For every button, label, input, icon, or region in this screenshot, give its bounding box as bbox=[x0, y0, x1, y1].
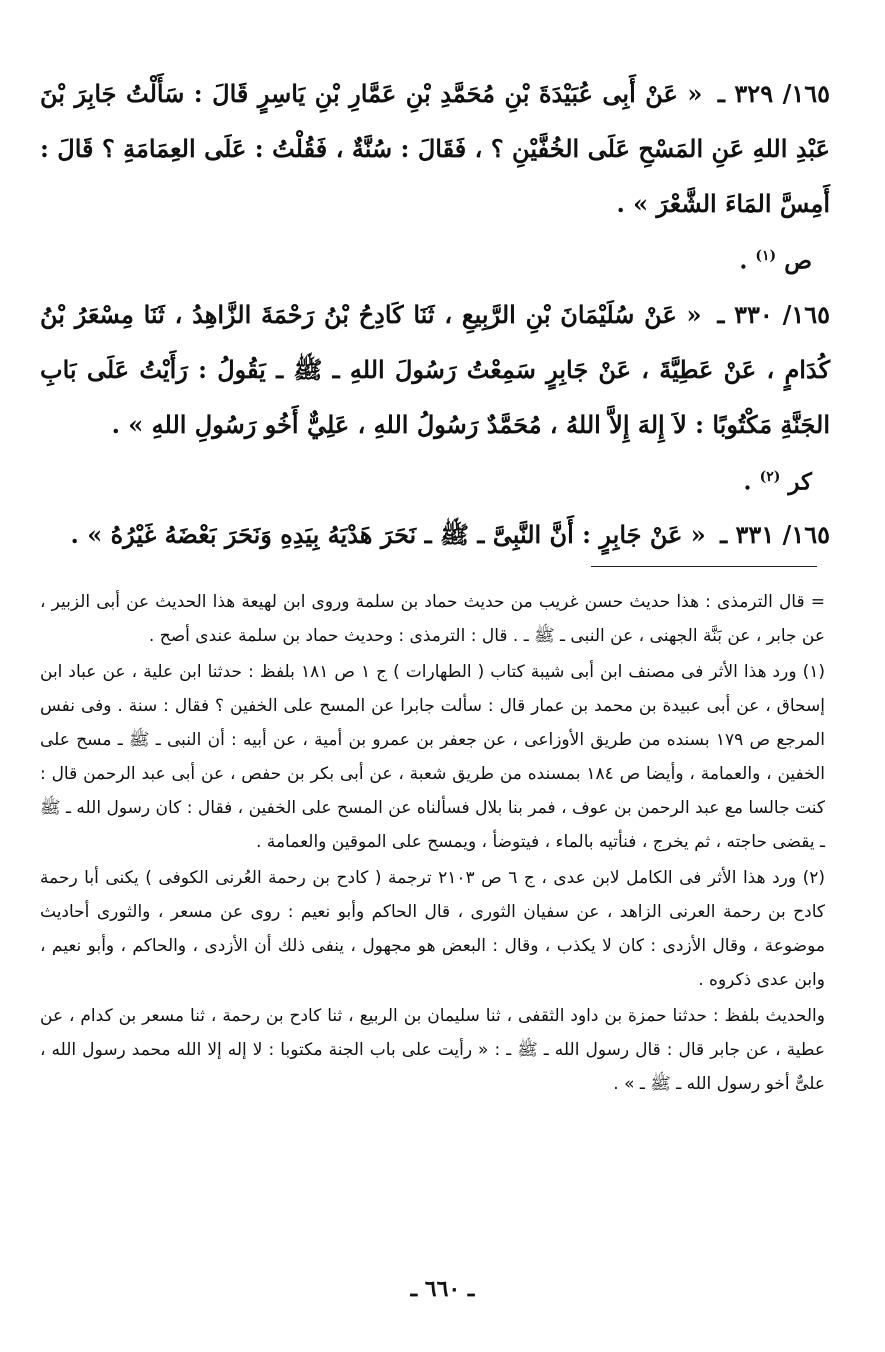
footnotes bbox=[40, 585, 825, 1103]
source-reference bbox=[40, 231, 830, 287]
hadith-text: « عَنْ جَابِرٍ : أَنَّ النَّبِىَّ ـ ﷺ ـ نَحَرَ هَدْيَهُ بِيَدِهِ وَنَحَرَ بَعْضَهُ غَيْرُهُ » . bbox=[70, 520, 706, 550]
main-text bbox=[40, 66, 830, 562]
footnote-continuation: = قال الترمذى : هذا حديث حسن غريب من حديث حماد بن سلمة وروى ابن لهيعة هذا الحديث عن أبى الزبير ، عن جابر ، عن بَنَّة الجهنى ، عن النبى ـ ﷺ ـ . قال : الترمذى : وحديث حماد بن سلمة عندى أصح . bbox=[40, 592, 825, 646]
footnote-1: (١) ورد هذا الأثر فى مصنف ابن أبى شيبة كتاب ( الطهارات ) ج ١ ص ١٨١ بلفظ : حدثنا ابن علية ، عن عباد ابن إسحاق ، عن أبى عبيدة بن محمد بن عمار قال : سألت جابرا عن المسح على الخفين ؟ فقال : سنة . وفى نفس المرجع ص ١٧٩ بسنده من طريق الأوزاعى ، عن جعفر بن عمرو بن أمية ، عن أبيه : أن النبى ـ ﷺ ـ مسح على الخفين ، والعمامة ، وأيضا ص ١٨٤ بمسنده من طريق شعبة ، عن أبى بكر بن حفص ، عن أبى عبد الرحمن قال : كنت جالسا مع عبد الرحمن بن عوف ، فمر بنا بلال فسألناه عن المسح على الخفين ، فقال : كان رسول الله ـ ﷺ ـ يقضى حاجته ، ثم يخرج ، فنأتيه بالماء ، فيتوضأ ، ويمسح على الموقين والعمامة . bbox=[40, 662, 826, 852]
footnote-2-continuation: والحديث بلفظ : حدثنا حمزة بن داود الثقفى ، ثنا سليمان بن الربيع ، ثنا كادح بن رحمة ، ثنا مسعر بن كدام ، عن عطية ، عن جابر قال : قال رسول الله ـ ﷺ ـ : « رأيت على باب الجنة مكتوبا : لا إله إلا الله محمد رسول الله ، علىٌّ أخو رسول الله ـ ﷺ ـ » . bbox=[40, 1006, 825, 1094]
footnote-divider bbox=[591, 566, 817, 567]
hadith-number: ١٦٥/ ٣٢٩ ـ bbox=[717, 79, 831, 108]
page-number: ـ ٦٦٠ ـ bbox=[410, 1276, 475, 1302]
source-end: . bbox=[739, 247, 748, 275]
footnote-marker: (١) bbox=[755, 248, 777, 264]
footnote-2: (٢) ورد هذا الأثر فى الكامل لابن عدى ، ج ٦ ص ٢١٠٣ ترجمة ( كادح بن رحمة العُرنى الكوفى ) يكنى أبا رحمة كادح بن رحمة العرنى الزاهد ، عن سفيان الثورى ، قال الحاكم وأبو نعيم : روى عن مسعر ، والثورى أحاديث موضوعة ، وقال الأزدى : كان لا يكذب ، وقال : البعض هو مجهول ، ينفى ذلك أن الأزدى ، والحاكم ، وأبو نعيم ، وابن عدى ذكروه . bbox=[40, 868, 826, 990]
hadith-331 bbox=[40, 507, 830, 562]
hadith-329 bbox=[40, 66, 830, 231]
source-label: كر bbox=[788, 468, 812, 496]
source-end: . bbox=[743, 468, 752, 496]
source-label: ص bbox=[784, 247, 812, 275]
source-reference bbox=[40, 452, 830, 508]
hadith-number: ١٦٥/ ٣٣١ ـ bbox=[720, 520, 830, 550]
hadith-330 bbox=[40, 287, 830, 452]
hadith-text: « عَنْ سُلَيْمَانَ بْنِ الرَّبِيعِ ، ثَنَا كَادِحُ بْنُ رَحْمَةَ الزَّاهِدُ ، ثَنَا مِسْعَرُ بْنُ كُدَامٍ ، عَنْ عَطِيَّةَ ، عَنْ جَابِرٍ سَمِعْتُ رَسُولَ اللهِ ـ ﷺ ـ يَقُولُ : رَأَيْتُ عَلَى بَابِ الجَنَّةِ مَكْتُوبًا : لاَ إِلهَ إِلاَّ اللهُ ، مُحَمَّدٌ رَسُولُ اللهِ ، عَلِيٌّ أَخُو رَسُولِ اللهِ » . bbox=[40, 299, 830, 439]
hadith-text: « عَنْ أَبِى عُبَيْدَةَ بْنِ مُحَمَّدِ بْنِ عَمَّارِ بْنِ يَاسِرٍ قَالَ : سَأَلْتُ جَابِرَ بْنَ عَبْدِ اللهِ عَنِ المَسْحِ عَلَى الخُفَّيْنِ ؟ ، فَقَالَ : سُنَّةٌ ، فَقُلْتُ : عَلَى العِمَامَةِ ؟ قَالَ : أَمِسَّ المَاءَ الشَّعْرَ » . bbox=[40, 79, 830, 218]
footnote-marker: (٢) bbox=[759, 468, 781, 485]
hadith-number: ١٦٥/ ٣٣٠ ـ bbox=[717, 299, 831, 329]
